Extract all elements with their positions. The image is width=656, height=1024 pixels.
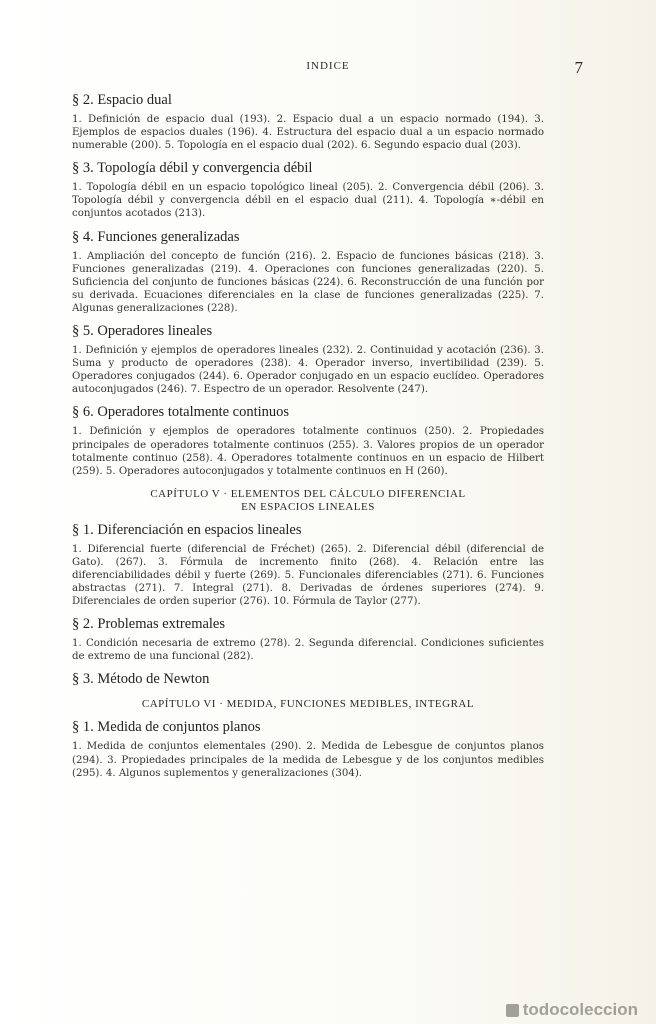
- table-of-contents: [72, 92, 544, 788]
- chapter-heading: [72, 488, 544, 514]
- section-title: § 5. Operadores lineales: [72, 323, 213, 340]
- page-number: 7: [574, 58, 583, 77]
- watermark: [506, 1000, 638, 1020]
- section-entries: 1. Condición necesaria de extremo (278). 2. Segunda diferencial. Condiciones suficientes de extremo de una funcional (282).: [72, 638, 544, 663]
- section-title: § 1. Diferenciación en espacios lineales: [72, 521, 302, 538]
- section-title: § 3. Método de Newton: [72, 671, 210, 688]
- chapter-heading-line: EN ESPACIOS LINEALES: [241, 500, 375, 513]
- section-title: § 4. Funciones generalizadas: [72, 228, 240, 245]
- section-entries: 1. Definición y ejemplos de operadores lineales (232). 2. Continuidad y acotación (236). 3. Suma y producto de operadores (238). 4. Operador inverso, invertibilidad (239). 5. Operadores conjugados (244). 6. Operador conjugado en un espacio euclídeo. Operadores autoconjugados (246). 7. Espectro de un operador. Resolvente (247).: [72, 345, 544, 396]
- section-title: § 2. Problemas extremales: [72, 616, 226, 633]
- section-title: § 1. Medida de conjuntos planos: [72, 719, 261, 736]
- watermark-text: todocoleccion: [522, 1000, 638, 1019]
- todocoleccion-logo-icon: [506, 1004, 519, 1017]
- section-entries: 1. Diferencial fuerte (diferencial de Fréchet) (265). 2. Diferencial débil (diferencial de Gato). (267). 3. Fórmula de incremento finito (268). 4. Relación entre las diferenciabilidades débil y fuerte (269). 5. Funcionales diferenciables (271). 6. Funciones abstractas (271). 7. Integral (271). 8. Derivadas de órdenes superiores (274). 9. Diferenciales de orden superior (276). 10. Fórmula de Taylor (277).: [72, 543, 544, 608]
- running-head: INDICE: [306, 60, 350, 72]
- chapter-heading: [72, 698, 544, 711]
- section-title: § 6. Operadores totalmente continuos: [72, 404, 290, 421]
- section-title: § 2. Espacio dual: [72, 92, 172, 108]
- section-entries: 1. Topología débil en un espacio topológico lineal (205). 2. Convergencia débil (206). 3. Topología débil y convergencia débil en el espacio dual (211). 4. Topología ∗-débil en conjuntos acotados (213).: [72, 182, 544, 220]
- section-entries: 1. Ampliación del concepto de función (216). 2. Espacio de funciones básicas (218). 3. Funciones generalizadas (219). 4. Operaciones con funciones generalizadas (220). 5. Suficiencia del conjunto de funciones básicas (224). 6. Reconstrucción de una función por su derivada. Ecuaciones diferenciales en la clase de funciones generalizadas (225). 7. Algunas generalizaciones (228).: [72, 250, 544, 314]
- section-entries: 1. Medida de conjuntos elementales (290). 2. Medida de Lebesgue de conjuntos planos (294). 3. Propiedades principales de la medida de Lebesgue y de los conjuntos medibles (295). 4. Algunos suplementos y generalizaciones (304).: [72, 741, 544, 779]
- section-title: § 3. Topología débil y convergencia débil: [72, 160, 313, 177]
- chapter-heading-line: CAPÍTULO V · ELEMENTOS DEL CÁLCULO DIFERENCIAL: [150, 487, 466, 500]
- section-entries: 1. Definición de espacio dual (193). 2. Espacio dual a un espacio normado (194). 3. Ejemplos de espacios duales (196). 4. Estructura del espacio dual a un espacio normado numerable (200). 5. Topología en el espacio dual (202). 6. Segundo espacio dual (203).: [72, 114, 544, 152]
- chapter-heading-line: CAPÍTULO VI · MEDIDA, FUNCIONES MEDIBLES, INTEGRAL: [141, 698, 475, 711]
- section-entries: 1. Definición y ejemplos de operadores totalmente continuos (250). 2. Propiedades principales de operadores totalmente continuos (255). 3. Valores propios de un operador totalmente continuo (258). 4. Operadores totalmente continuos en un espacio de Hilbert (259). 5. Operadores autoconjugados y totalmente continuos en H (260).: [72, 426, 544, 477]
